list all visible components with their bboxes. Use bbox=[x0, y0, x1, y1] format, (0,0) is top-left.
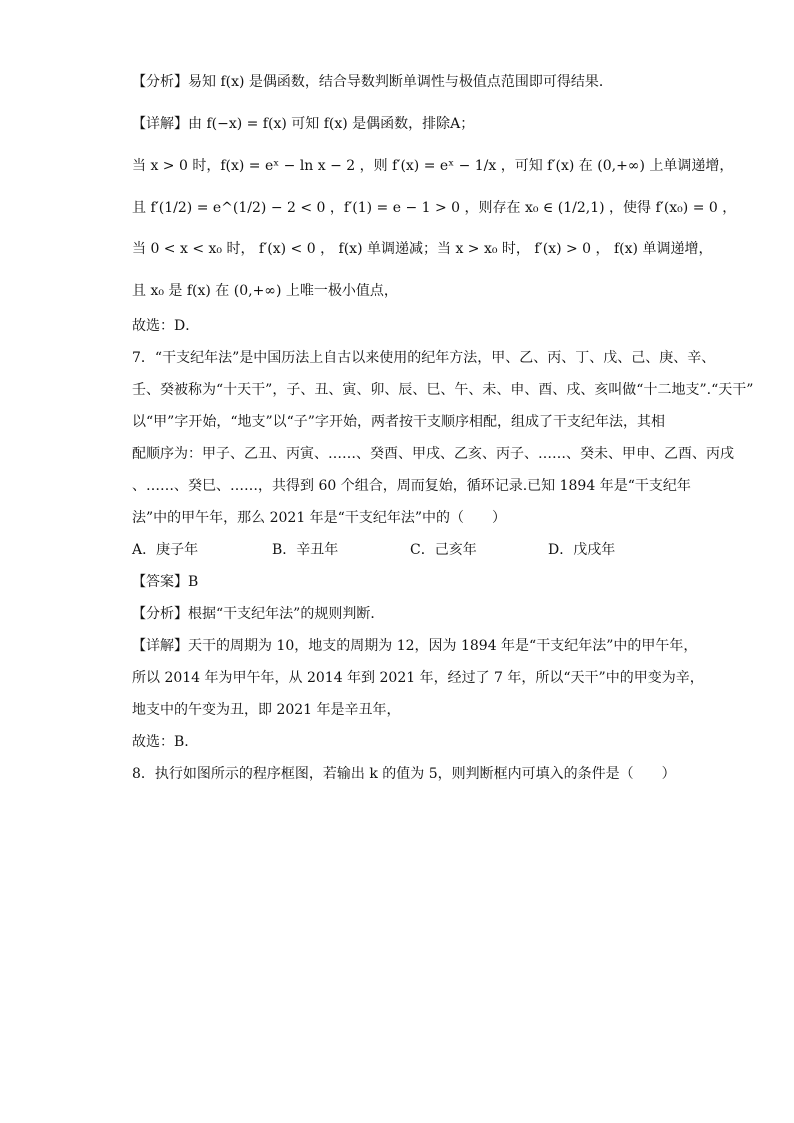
option-a: A．庚子年 bbox=[132, 542, 199, 558]
detail-line-4: 当 0 < x < x₀ 时， f′(x) < 0 ， f(x) 单调递减；当 x > x₀ 时， f′(x) > 0 ， f(x) 单调递增， bbox=[132, 241, 713, 257]
question-7-line-3: 以“甲”字开始，“地支”以“子”字开始，两者按干支顺序相配，组成了干支纪年法，其相 bbox=[132, 414, 665, 430]
question-7-line-4: 配顺序为：甲子、乙丑、丙寅、……、癸酉、甲戌、乙亥、丙子、……、癸未、甲申、乙酉、丙戌 bbox=[132, 446, 734, 462]
question-8: 8．执行如图所示的程序框图，若输出 k 的值为 5，则判断框内可填入的条件是（ ） bbox=[132, 766, 676, 782]
detail-line-q7-2: 所以 2014 年为甲午年，从 2014 年到 2021 年，经过了 7 年，所以“天干”中的甲变为辛， bbox=[132, 670, 704, 686]
question-7-line-1: 7．“干支纪年法”是中国历法上自古以来使用的纪年方法，甲、乙、丙、丁、戊、己、庚、辛、 bbox=[132, 350, 716, 366]
detail-line-q7-3: 地支中的午变为丑，即 2021 年是辛丑年， bbox=[132, 702, 401, 718]
answer-line: 【答案】B bbox=[132, 574, 199, 590]
question-7-line-6: 法”中的甲午年，那么 2021 年是“干支纪年法”中的（ ） bbox=[132, 510, 506, 526]
detail-line-3: 且 f′(1/2) = e^(1/2) − 2 < 0 ，f′(1) = e − 1 > 0 ，则存在 x₀ ∈ (1/2,1) ，使得 f′(x₀) = 0 ， bbox=[132, 200, 737, 216]
question-7-line-5: 、……、癸巳、……，共得到 60 个组合，周而复始，循环记录.已知 1894 年是“干支纪年 bbox=[132, 478, 691, 494]
detail-line-5: 且 x₀ 是 f(x) 在 (0,+∞) 上唯一极小值点， bbox=[132, 283, 398, 299]
choice-line: 故选：D． bbox=[132, 318, 200, 334]
option-d: D．戊戌年 bbox=[548, 542, 616, 558]
analysis-line: 【分析】易知 f(x) 是偶函数，结合导数判断单调性与极值点范围即可得结果． bbox=[132, 74, 613, 90]
detail-line-q7-1: 【详解】天干的周期为 10，地支的周期为 12，因为 1894 年是“干支纪年法”中的甲午年， bbox=[132, 638, 698, 654]
analysis-line-q7: 【分析】根据“干支纪年法”的规则判断． bbox=[132, 606, 385, 622]
detail-line-1: 【详解】由 f(−x) = f(x) 可知 f(x) 是偶函数，排除A； bbox=[132, 116, 475, 132]
detail-line-2: 当 x > 0 时，f(x) = eˣ − ln x − 2 ，则 f′(x) = eˣ − 1/x ，可知 f′(x) 在 (0,+∞) 上单调递增， bbox=[132, 158, 734, 174]
choice-line-q7: 故选：B. bbox=[132, 734, 189, 750]
option-b: B．辛丑年 bbox=[272, 542, 339, 558]
option-c: C．己亥年 bbox=[410, 542, 477, 558]
question-7-line-2: 壬、癸被称为“十天干”，子、丑、寅、卯、辰、巳、午、未、申、酉、戌、亥叫做“十二地支”.“天干” bbox=[132, 382, 754, 398]
